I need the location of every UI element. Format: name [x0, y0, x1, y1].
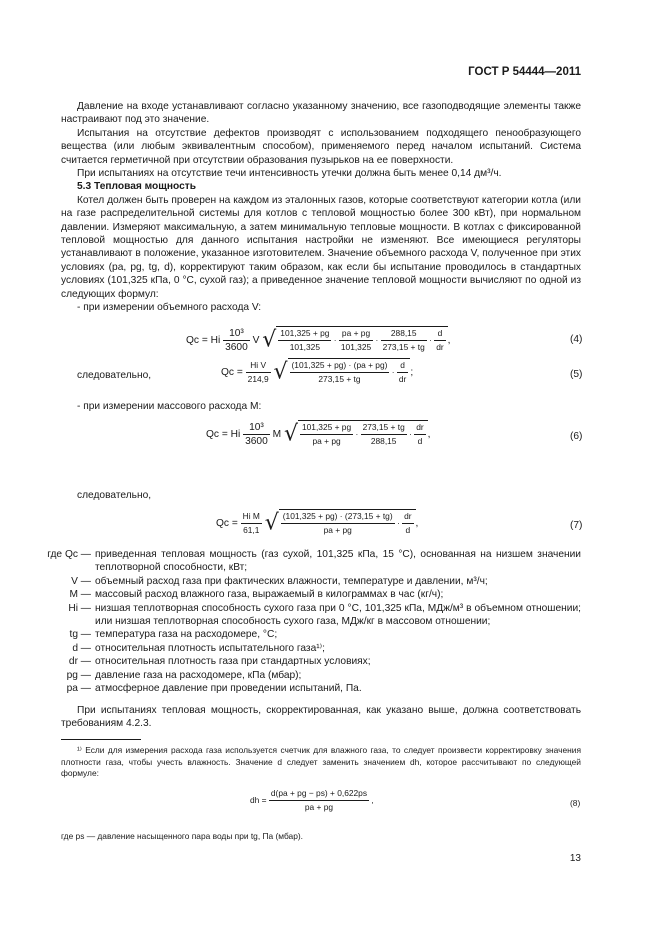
eq5-frac-num: Hi V [246, 359, 271, 373]
definition-prefix: где [47, 549, 63, 560]
definition-text: температура газа на расходомере, °С; [95, 629, 278, 641]
definition-text: массовый расход влажного газа, выражаемый в килограммах в час (кг/ч); [95, 589, 444, 601]
eq8-lhs: dh = [250, 795, 267, 806]
eq6-r2-num: 273,15 + tg [361, 421, 407, 435]
eq7-r-den: pa + pg [323, 525, 352, 536]
equation-8-number: (8) [570, 798, 581, 808]
eq6-frac-den: 3600 [245, 435, 268, 447]
list-item-volume: - при измерении объемного расхода V: [77, 302, 262, 314]
paragraph-leak: При испытаниях на отсутствие течи интенсивность утечки должна быть менее 0,14 дм³/ч. [77, 168, 502, 180]
eq4-r2-den: 101,325 [340, 342, 372, 353]
eq7-lhs: Qc = [216, 518, 238, 530]
eq4-r3-num: 288,15 [381, 327, 427, 341]
definition-row [47, 548, 581, 575]
definition-row [47, 642, 581, 655]
page-number: 13 [569, 853, 581, 864]
eq6-r1-den: pa + pg [312, 436, 341, 447]
definition-row [47, 575, 581, 588]
definition-symbol: V — [71, 575, 91, 587]
equation-7-number: (7) [570, 520, 583, 531]
equation-4-number: (4) [570, 334, 583, 345]
eq4-r4-den: dr [436, 342, 444, 353]
eq4-frac-num: 10³ [223, 327, 250, 341]
sqrt-icon: √ [283, 421, 298, 447]
definition-symbol: pa — [66, 683, 91, 695]
definition-symbol: Hi — [68, 602, 91, 614]
eq7-r2-den: d [405, 525, 411, 536]
eq4-r1-num: 101,325 + pg [278, 327, 331, 341]
definition-text: атмосферное давление при проведении испытаний, Па. [95, 683, 362, 695]
definitions-list [47, 548, 581, 695]
eq4-v: V [252, 335, 260, 347]
definition-row [47, 682, 581, 695]
eq7-r2-num: dr [402, 510, 413, 524]
definition-row [47, 655, 581, 668]
eq6-m: M [272, 429, 282, 441]
equation-6-number: (6) [570, 431, 583, 442]
definition-row [47, 628, 581, 641]
equation-8: dh = $\frac{d(pa + pg - ps) + 0,622ps}{pa + pg}$ , [250, 787, 374, 815]
document-header: ГОСТ Р 54444—2011 [468, 66, 581, 78]
sqrt-icon: √ [262, 327, 277, 353]
eq4-r1-den: 101,325 [289, 342, 320, 353]
paragraph-defects: Испытания на отсутствие дефектов производят с использованием подходящего пенообразующего вещества (или любым эквивалентным способом), применяемого перед началом испытаний. Система считается герметичной при отсутствии образования пузырьков на ее поверхности. [61, 127, 581, 166]
footnote-text: ¹⁾ Если для измерения расхода газа используется счетчик для влажного газа, то следует произвести корректировку значения плотности газа, чтобы учесть влажность. Значение d следует заменить значением dh, которое рассчитывают по следующей формуле: [61, 745, 581, 778]
definition-symbol: M — [69, 589, 91, 601]
intro-block [61, 100, 581, 315]
eq6-frac-num: 10³ [243, 421, 270, 435]
consequently-1: следовательно, [77, 370, 152, 381]
definition-row [47, 588, 581, 601]
equation-5: Qc = $\frac{\text{Hi V}}{214,9}$ √ $\frac{(101,325 + pg) \cdot (pa + pg)}{273,15 + tg}$ · $\frac{d}{dr}$ ; [221, 358, 413, 387]
equation-6: Qc = Hi $\frac{\text{10³}}{3600}$ M √ $\frac{101,325 + pg}{pa + pg}$ · $\frac{273,15 + tg}{288,15}$ · $\frac{dr}{d}$ , [206, 421, 431, 447]
paragraph-procedure: Котел должен быть проверен на каждом из эталонных газов, которые соответствуют категории котла (или на газе распределительной системы для котлов с тепловой мощностью более 300 кВт), при нормальном давлении. Измеряют максимальную, а затем минимальную тепловые мощности. В котлах с фиксированной тепловой мощностью для данного испытания настройки не изменяют. Все имеющиеся регуляторы устанавливают в положение, указанное изготовителем. Значение объемного расхода V, полученное при этих условиях (pa, pg, tg, d), корректируют таким образом, как если бы испытание проводилось в стандартных условиях (101,325 кПа, 0 °С, сухой газ); а приведенное значение тепловой мощности вычисляют по одной из следующих формул: [61, 194, 581, 300]
eq8-num: d(pa + pg − ps) + 0,622ps [269, 787, 369, 801]
definition-text: объемный расход газа при фактических влажности, температуре и давлении, м³/ч; [95, 575, 488, 587]
definition-text: низшая теплотворная способность сухого газа при 0 °С, 101,325 кПа, МДж/м³ в объемном отношении; или низшая теплотворная способность сухого газа, МДж/кг в массовом отношении; [95, 602, 581, 628]
eq6-r1-num: 101,325 + pg [300, 421, 353, 435]
eq6-r3-den: d [417, 436, 423, 447]
eq4-r3-den: 273,15 + tg [382, 342, 425, 353]
eq4-r2-num: pa + pg [339, 327, 373, 341]
definition-text: давление газа на расходомере, кПа (мбар); [95, 669, 302, 681]
definition-symbol: pg — [66, 669, 91, 681]
eq6-r2-den: 288,15 [370, 436, 397, 447]
section-heading: 5.3 Тепловая мощность [77, 181, 197, 193]
eq5-r2-num: d [397, 359, 408, 373]
eq6-r3-num: dr [414, 421, 425, 435]
definition-row [47, 602, 581, 629]
eq7-frac-den: 61,1 [243, 524, 260, 535]
eq5-frac-den: 214,9 [247, 373, 269, 384]
definition-symbol: tg — [69, 629, 91, 641]
equation-5-number: (5) [570, 369, 583, 380]
eq5-r-num: (101,325 + pg) · (pa + pg) [290, 359, 390, 373]
definition-symbol: d — [72, 642, 91, 654]
closing-paragraph-block [61, 704, 581, 731]
sqrt-icon: √ [264, 510, 279, 536]
equation-4: Qc = Hi $\frac{\text{10³}}{3600}$ V √ $\frac{101,325 + pg}{101,325}$ · $\frac{pa + pg}{101,325}$ · $\frac{288,15}{273,15 + tg}$ · $\frac{d}{dr}$ , [186, 327, 451, 353]
definition-symbol: Qc — [64, 549, 91, 560]
eq4-lhs: Qc = Hi [186, 335, 221, 347]
definition-symbol: dr — [68, 656, 91, 668]
eq5-lhs: Qc = [221, 367, 243, 379]
eq5-r-den: 273,15 + tg [318, 374, 361, 385]
equation-7: Qc = $\frac{\text{Hi M}}{61,1}$ √ $\frac{(101,325 + pg) \cdot (273,15 + tg)}{pa + pg}$ · $\frac{dr}{d}$ , [216, 509, 418, 538]
eq5-r2-den: dr [398, 374, 407, 385]
definition-row [47, 669, 581, 682]
paragraph-pressure: Давление на входе устанавливают согласно указанному значению, все газоподводящие элементы также настраивают под это значение. [61, 101, 581, 126]
eq7-frac-num: Hi M [241, 510, 262, 524]
sqrt-icon: √ [273, 359, 288, 385]
eq6-lhs: Qc = Hi [206, 429, 241, 441]
footnote-where: где ps — давление насыщенного пара воды при tg, Па (мбар). [61, 831, 303, 841]
list-item-mass: - при измерении массового расхода M: [77, 401, 262, 412]
eq8-den: pa + pg [304, 802, 334, 813]
definition-text: приведенная тепловая мощность (газ сухой, 101,325 кПа, 15 °С), основанная на низшем значении теплотворной способности, кВт; [95, 549, 581, 574]
eq4-r4-num: d [434, 327, 445, 341]
footnote-divider [61, 739, 141, 740]
eq4-frac-den: 3600 [225, 341, 248, 353]
paragraph-requirements: При испытаниях тепловая мощность, скорректированная, как указано выше, должна соответствовать требованиям 4.2.3. [61, 705, 581, 730]
eq7-r-num: (101,325 + pg) · (273,15 + tg) [281, 510, 395, 524]
consequently-2: следовательно, [77, 490, 152, 501]
definition-text: относительная плотность испытательного газа¹⁾; [95, 642, 325, 654]
definition-text: относительная плотность газа при стандартных условиях; [95, 656, 371, 668]
